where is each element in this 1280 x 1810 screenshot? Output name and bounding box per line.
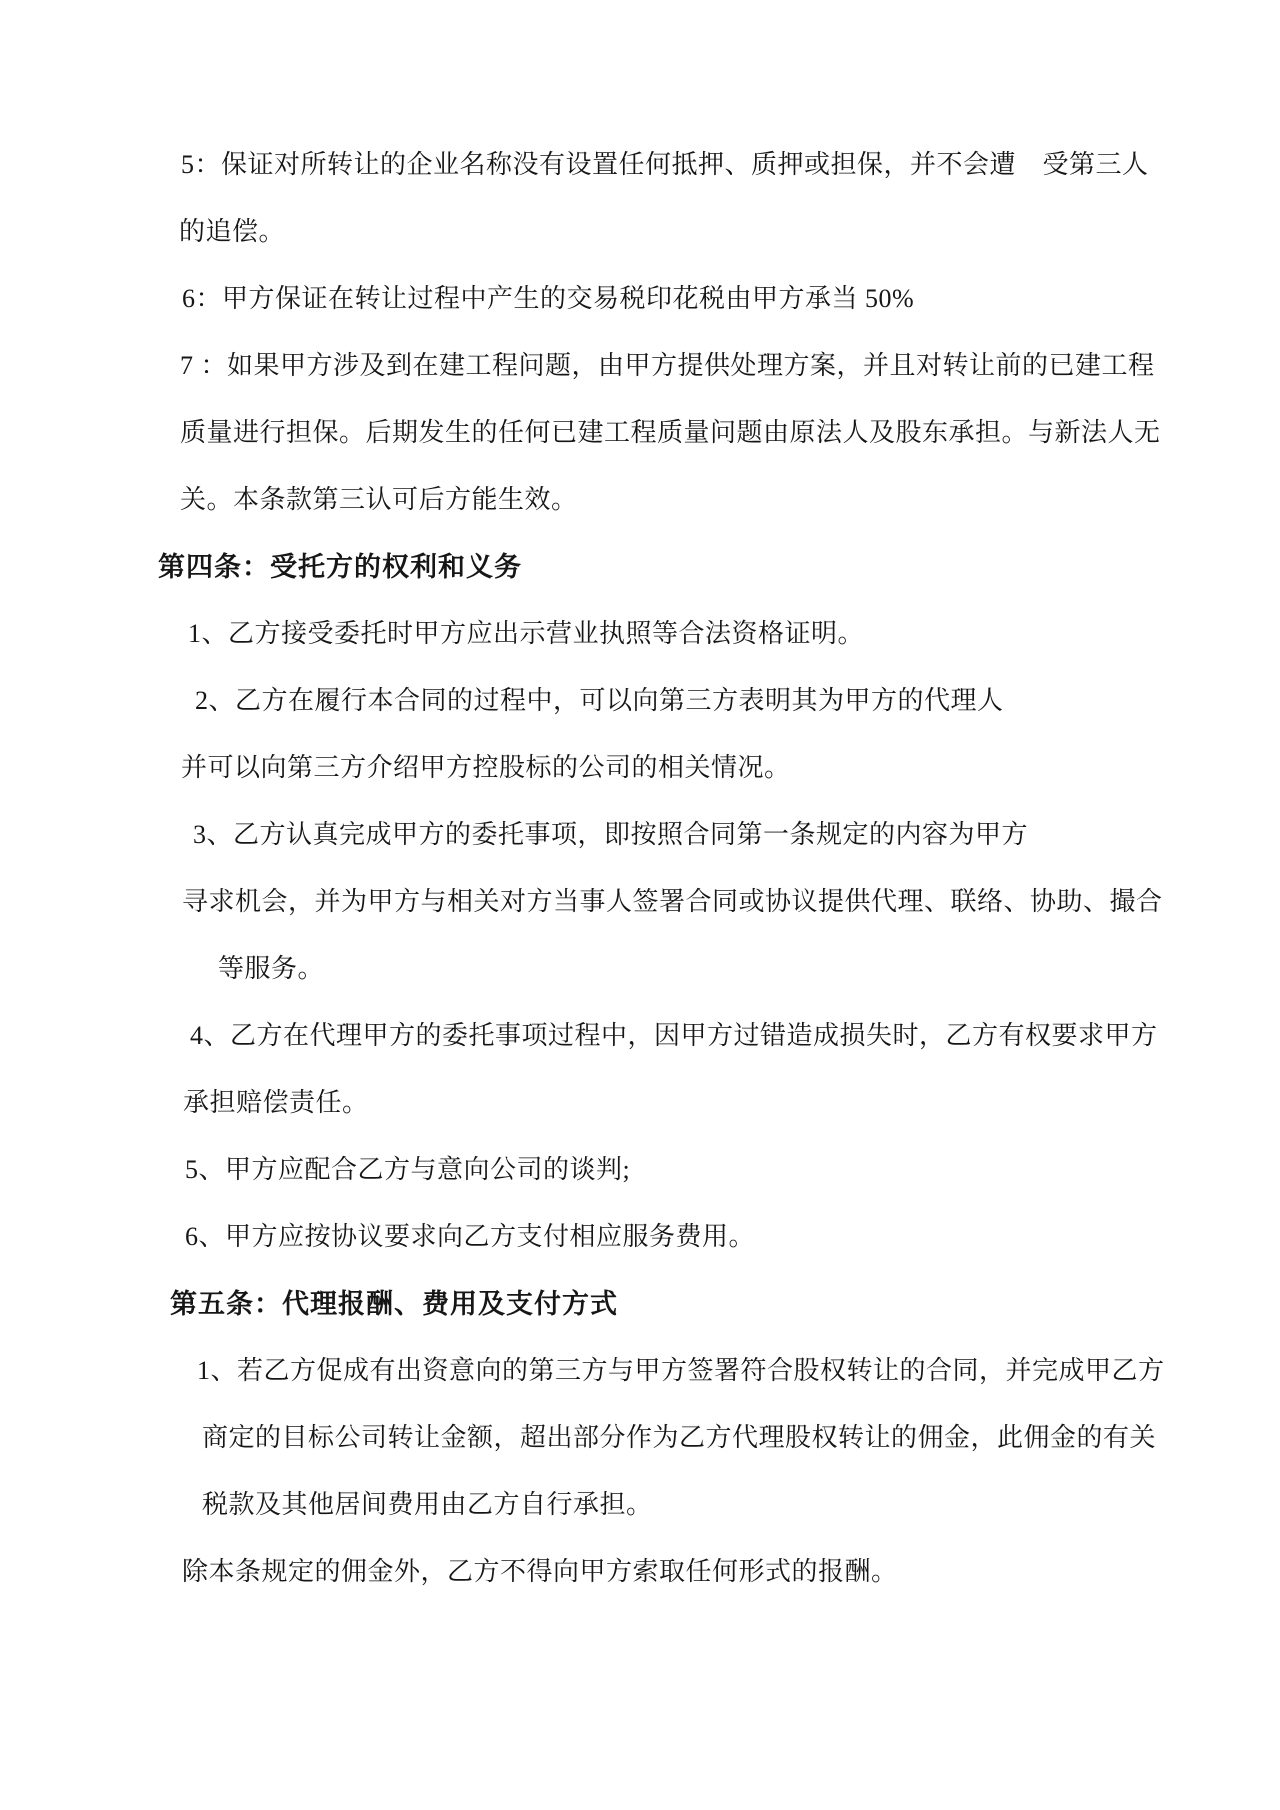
article-4-item-3-line-1: 3、乙方认真完成甲方的委托事项，即按照合同第一条规定的内容为甲方 bbox=[193, 820, 1029, 849]
clause-3-item-5-line-2: 的追偿。 bbox=[179, 217, 286, 246]
clause-3-item-6: 6：甲方保证在转让过程中产生的交易税印花税由甲方承当 50% bbox=[182, 284, 915, 313]
article-4-item-2-line-1: 2、乙方在履行本合同的过程中，可以向第三方表明其为甲方的代理人 bbox=[195, 686, 1004, 715]
article-4-item-6: 6、甲方应按协议要求向乙方支付相应服务费用。 bbox=[185, 1222, 756, 1251]
article-5-item-1-line-2: 商定的目标公司转让金额，超出部分作为乙方代理股权转让的佣金，此佣金的有关 bbox=[202, 1423, 1157, 1452]
article-4-item-1: 1、乙方接受委托时甲方应出示营业执照等合法资格证明。 bbox=[188, 619, 865, 648]
article-5-item-1-line-1: 1、若乙方促成有出资意向的第三方与甲方签署符合股权转让的合同，并完成甲乙方 bbox=[197, 1356, 1165, 1385]
article-5-heading: 第五条：代理报酬、费用及支付方式 bbox=[170, 1289, 618, 1319]
clause-3-item-7-line-1: 7 ：如果甲方涉及到在建工程问题，由甲方提供处理方案，并且对转让前的已建工程 bbox=[180, 351, 1155, 380]
clause-3-item-5-line-1: 5：保证对所转让的企业名称没有设置任何抵押、质押或担保，并不会遭 受第三人 bbox=[181, 150, 1149, 179]
clause-3-item-7-line-3: 关。本条款第三认可后方能生效。 bbox=[180, 485, 578, 514]
article-5-item-1-line-3: 税款及其他居间费用由乙方自行承担。 bbox=[202, 1490, 653, 1519]
article-4-item-4-line-1: 4、乙方在代理甲方的委托事项过程中，因甲方过错造成损失时，乙方有权要求甲方 bbox=[190, 1021, 1158, 1050]
article-4-item-3-line-3: 等服务。 bbox=[218, 954, 325, 983]
article-4-item-5: 5、甲方应配合乙方与意向公司的谈判; bbox=[185, 1155, 631, 1184]
article-4-item-4-line-2: 承担赔偿责任。 bbox=[183, 1088, 369, 1117]
article-5-note: 除本条规定的佣金外，乙方不得向甲方索取任何形式的报酬。 bbox=[182, 1557, 898, 1586]
clause-3-item-7-line-2: 质量进行担保。后期发生的任何已建工程质量问题由原法人及股东承担。与新法人无 bbox=[180, 418, 1161, 447]
article-4-heading: 第四条：受托方的权利和义务 bbox=[158, 552, 522, 582]
article-4-item-3-line-2: 寻求机会，并为甲方与相关对方当事人签署合同或协议提供代理、联络、协助、撮合 bbox=[182, 887, 1163, 916]
article-4-item-2-line-2: 并可以向第三方介绍甲方控股标的公司的相关情况。 bbox=[181, 753, 791, 782]
